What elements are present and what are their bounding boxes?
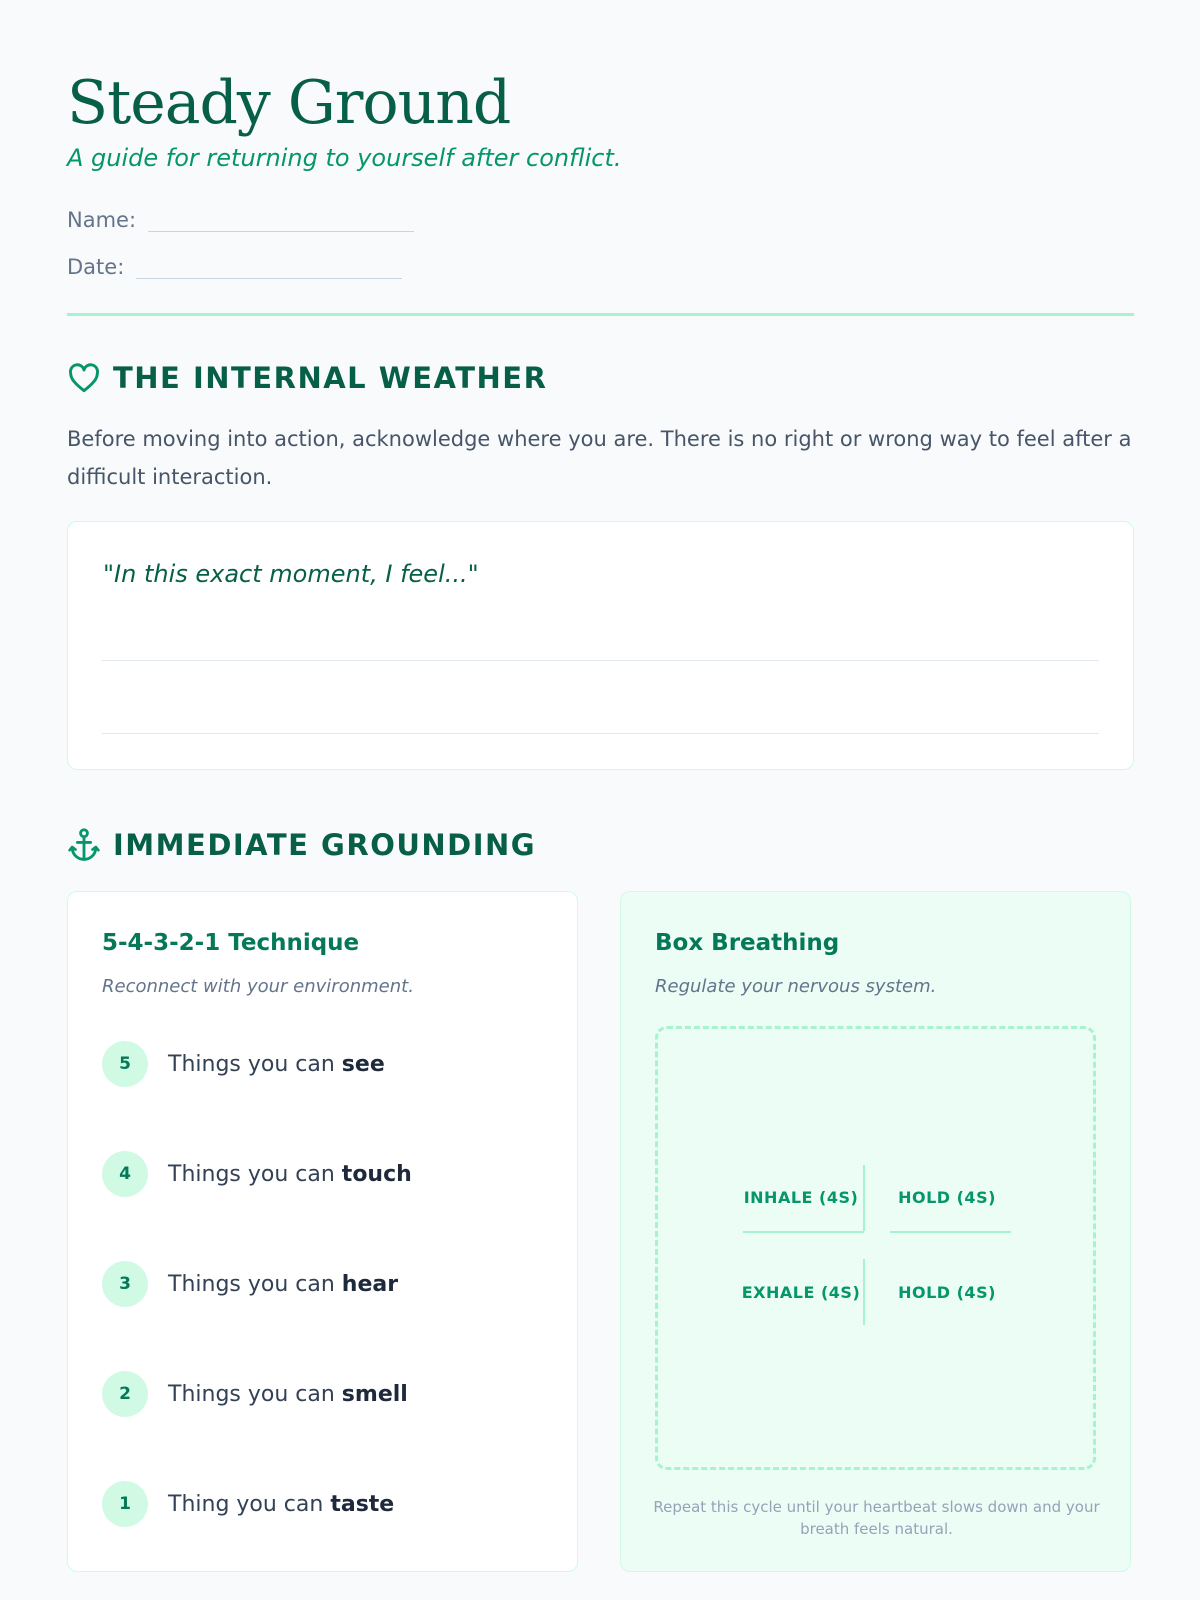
box-divider-vertical	[863, 1165, 865, 1231]
write-line[interactable]	[102, 660, 1099, 661]
date-line[interactable]	[136, 258, 402, 279]
heart-icon	[67, 361, 101, 395]
feel-card	[67, 521, 1134, 770]
date-field[interactable]	[67, 255, 402, 279]
step-item	[102, 1371, 408, 1417]
header-divider	[67, 313, 1134, 316]
grounding-heading	[67, 828, 536, 862]
date-label: Date:	[67, 255, 125, 279]
step-number: 4	[102, 1151, 148, 1197]
write-line[interactable]	[102, 733, 1099, 734]
internal-weather-intro: Before moving into action, acknowledge where you are. There is no right or wrong way to feel after a difficult interaction.	[67, 427, 1132, 489]
step-text: Things you can touch	[168, 1161, 412, 1187]
name-field[interactable]	[67, 208, 414, 232]
step-text: Things you can see	[168, 1051, 385, 1077]
technique-card	[67, 891, 578, 1572]
section-title: IMMEDIATE GROUNDING	[113, 828, 537, 862]
breathing-note: Repeat this cycle until your heartbeat slows down and your breath feels natural.	[653, 1498, 1100, 1538]
phase-hold-bottom: HOLD (4S)	[898, 1283, 996, 1302]
breathing-card	[620, 891, 1131, 1572]
step-number: 5	[102, 1041, 148, 1087]
box-divider-vertical	[863, 1259, 865, 1325]
step-number: 2	[102, 1371, 148, 1417]
anchor-icon	[67, 828, 101, 862]
name-line[interactable]	[148, 211, 414, 232]
step-item	[102, 1151, 412, 1197]
breathing-title: Box Breathing	[655, 930, 840, 956]
box-divider-horizontal	[890, 1231, 1011, 1233]
page-subtitle: A guide for returning to yourself after conflict.	[67, 144, 622, 172]
step-item	[102, 1481, 394, 1527]
step-item	[102, 1041, 385, 1087]
internal-weather-heading	[67, 361, 547, 395]
box-divider-horizontal	[743, 1231, 864, 1233]
section-title: THE INTERNAL WEATHER	[113, 361, 548, 395]
step-number: 3	[102, 1261, 148, 1307]
name-label: Name:	[67, 208, 137, 232]
breathing-subtitle: Regulate your nervous system.	[655, 976, 937, 997]
step-number: 1	[102, 1481, 148, 1527]
step-item	[102, 1261, 398, 1307]
technique-subtitle: Reconnect with your environment.	[102, 976, 414, 997]
feel-prompt: "In this exact moment, I feel..."	[103, 560, 479, 588]
phase-exhale: EXHALE (4S)	[741, 1283, 861, 1302]
technique-title: 5-4-3-2-1 Technique	[102, 930, 360, 956]
phase-inhale: INHALE (4S)	[743, 1188, 859, 1207]
step-text: Things you can hear	[168, 1271, 399, 1297]
page-title: Steady Ground	[67, 68, 511, 138]
breathing-box	[655, 1026, 1096, 1470]
step-text: Thing you can taste	[168, 1491, 395, 1517]
step-text: Things you can smell	[168, 1381, 408, 1407]
phase-hold-top: HOLD (4S)	[898, 1188, 996, 1207]
